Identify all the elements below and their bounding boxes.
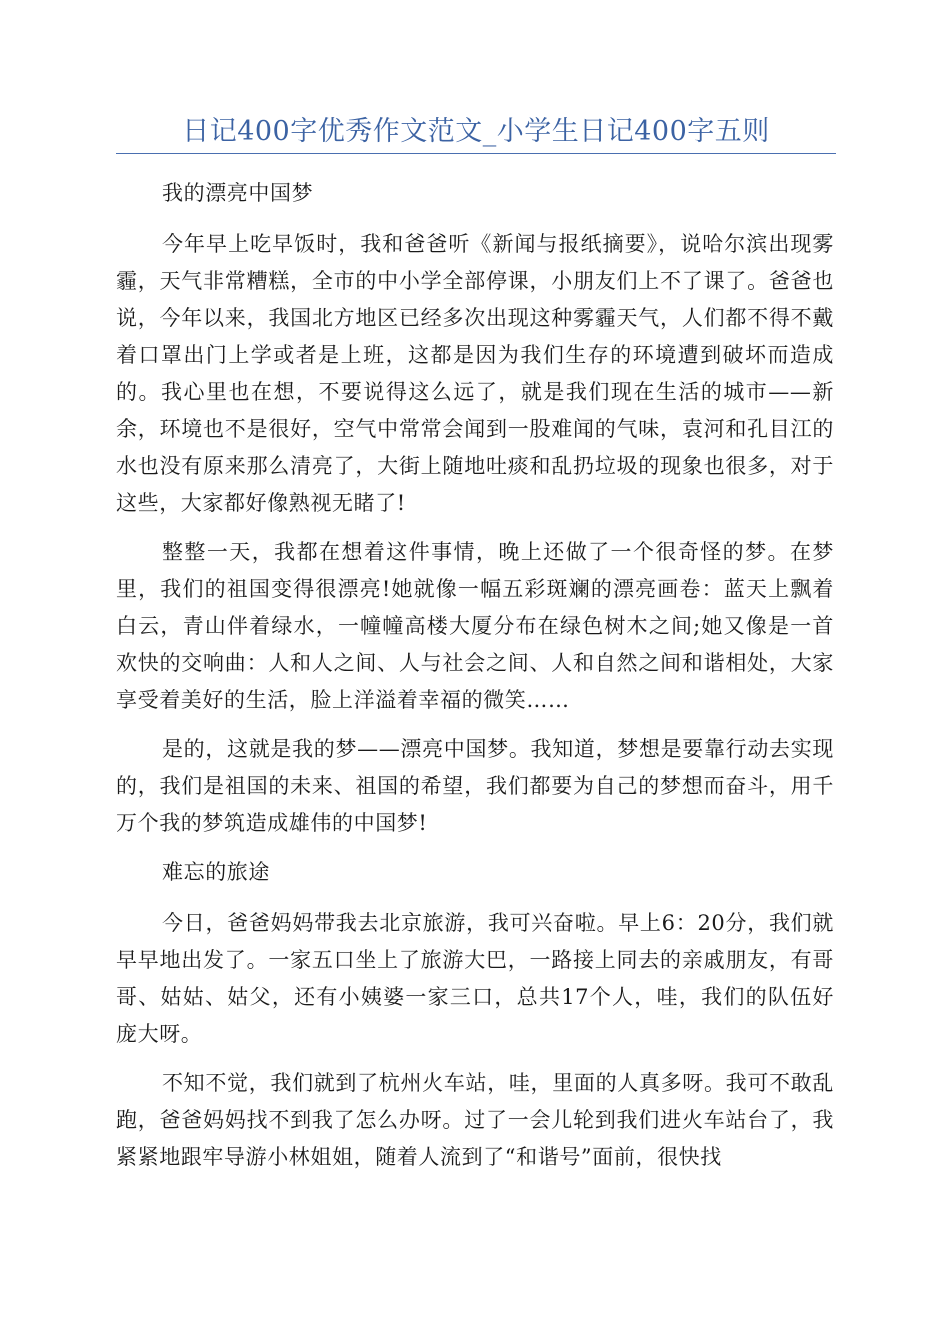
paragraph: 是的，这就是我的梦——漂亮中国梦。我知道，梦想是要靠行动去实现的，我们是祖国的未来、祖国的希望，我们都要为自己的梦想而奋斗，用千万个我的梦筑造成雄伟的中国梦! [116,737,834,835]
paragraph: 今日，爸爸妈妈带我去北京旅游，我可兴奋啦。早上6：20分，我们就早早地出发了。一家五口坐上了旅游大巴，一路接上同去的亲戚朋友，有哥哥、姑姑、姑父，还有小姨婆一家三口，总共17个人，哇，我们的队伍好庞大呀。 [116,911,834,1046]
title-underline [116,153,836,154]
section-heading: 难忘的旅途 [162,860,270,884]
document-title: 日记400字优秀作文范文_小学生日记400字五则 [182,116,770,147]
paragraph: 今年早上吃早饭时，我和爸爸听《新闻与报纸摘要》，说哈尔滨出现雾霾，天气非常糟糕，全市的中小学全部停课，小朋友们上不了课了。爸爸也说，今年以来，我国北方地区已经多次出现这种雾霾天气，人们都不得不戴着口罩出门上学或者是上班，这都是因为我们生存的环境遭到破坏而造成的。我心里也在想，不要说得这么远了，就是我们现在生活的城市——新余，环境也不是很好，空气中常常会闻到一股难闻的气味，袁河和孔目江的水也没有原来那么清亮了，大街上随地吐痰和乱扔垃圾的现象也很多，对于这些，大家都好像熟视无睹了! [116,232,834,515]
paragraph: 不知不觉，我们就到了杭州火车站，哇，里面的人真多呀。我可不敢乱跑，爸爸妈妈找不到我了怎么办呀。过了一会儿轮到我们进火车站台了，我紧紧地跟牢导游小林姐姐，随着人流到了“和谐号”面前，很快找 [116,1071,834,1169]
document-body [116,175,834,1188]
paragraph: 整整一天，我都在想着这件事情，晚上还做了一个很奇怪的梦。在梦里，我们的祖国变得很漂亮!她就像一幅五彩斑斓的漂亮画卷：蓝天上飘着白云，青山伴着绿水，一幢幢高楼大厦分布在绿色树木之间;她又像是一首欢快的交响曲：人和人之间、人与社会之间、人和自然之间和谐相处，大家享受着美好的生活，脸上洋溢着幸福的微笑…… [116,540,834,712]
section-heading: 我的漂亮中国梦 [162,181,314,205]
